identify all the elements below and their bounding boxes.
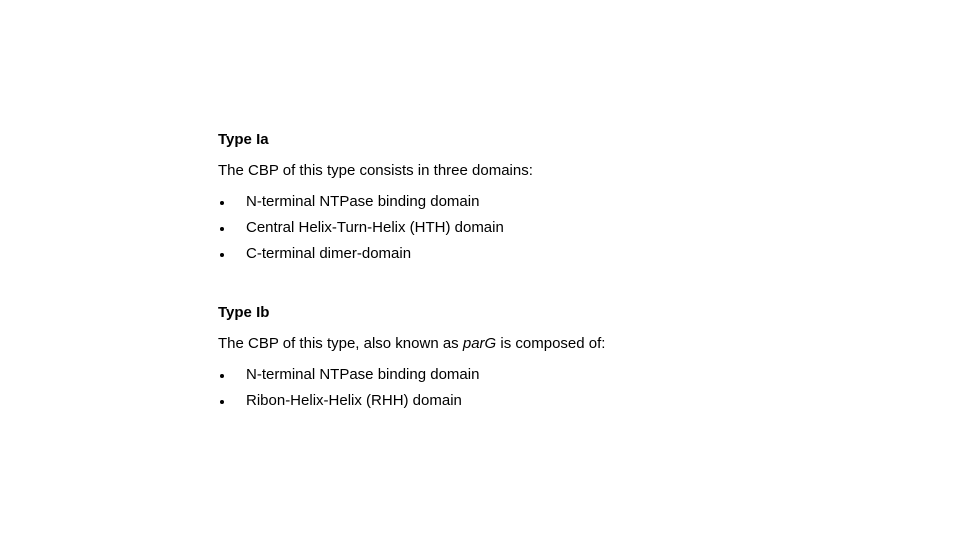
slide-content [218, 130, 858, 414]
type-ib-intro-text-end: is composed of: [496, 335, 606, 352]
bullet-icon [220, 227, 224, 231]
list-item [218, 388, 858, 414]
type-ia-domain-list [218, 189, 858, 267]
type-ia-intro: The CBP of this type consists in three domains: [218, 162, 533, 179]
list-item-text: Ribon-Helix-Helix (RHH) domain [246, 392, 462, 409]
type-ib-intro [218, 334, 858, 354]
type-ib-heading: Type Ib [218, 304, 270, 321]
list-item [218, 241, 858, 267]
type-ia-heading: Type Ia [218, 131, 269, 148]
type-ib-intro-text: The CBP of this type, also known as [218, 335, 463, 352]
bullet-icon [220, 374, 224, 378]
list-item [218, 215, 858, 241]
list-item-text: N-terminal NTPase binding domain [246, 366, 480, 383]
list-item-text: C-terminal dimer-domain [246, 245, 412, 262]
type-ib-intro-italic: parG [462, 335, 497, 352]
bullet-icon [220, 253, 224, 257]
list-item [218, 362, 858, 388]
list-item-text: Central Helix-Turn-Helix (HTH) domain [246, 219, 504, 236]
type-ib-domain-list [218, 362, 858, 414]
list-item-text: N-terminal NTPase binding domain [246, 193, 480, 210]
list-item [218, 189, 858, 215]
bullet-icon [220, 400, 224, 404]
bullet-icon [220, 201, 224, 205]
